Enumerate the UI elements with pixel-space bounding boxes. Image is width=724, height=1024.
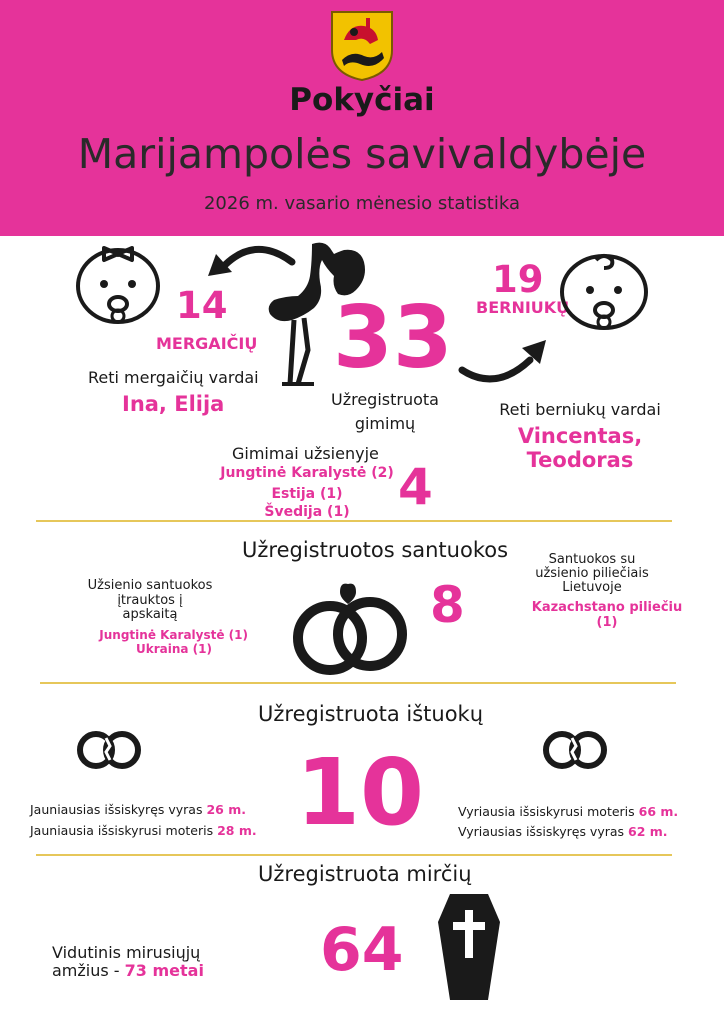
foreign-marriage-item: Jungtinė Karalystė (1): [99, 628, 248, 642]
broken-rings-icon: [74, 728, 144, 772]
oldest-man-value: 62 m.: [628, 824, 668, 839]
marriages-count: 8: [430, 576, 465, 634]
divorces-title: Užregistruota ištuokų: [258, 702, 484, 726]
rare-girls-title: Reti mergaičių vardai: [88, 368, 259, 387]
coat-of-arms-icon: [330, 10, 394, 82]
abroad-total: 4: [398, 458, 433, 516]
citizens-title-2: užsienio piliečiais: [535, 566, 649, 581]
rare-boys-names-1: Vincentas,: [517, 424, 643, 448]
avg-age-label-1: Vidutinis mirusiųjų: [52, 943, 201, 962]
foreign-marriages-title-1: Užsienio santuokos: [87, 578, 213, 593]
baby-boy-icon: [556, 248, 652, 334]
oldest-man: [458, 824, 668, 839]
wedding-rings-icon: [286, 578, 410, 678]
rare-girls-names: Ina, Elija: [122, 392, 225, 416]
boys-count: 19: [492, 258, 544, 301]
births-total-label-1: Užregistruota: [331, 390, 439, 409]
rare-boys-title: Reti berniukų vardai: [499, 400, 661, 419]
coffin-icon: [436, 892, 502, 1002]
citizens-title-1: Santuokos su: [548, 552, 636, 567]
abroad-item: Estija (1): [271, 486, 343, 502]
girls-count: 14: [176, 284, 228, 327]
page-title: Pokyčiai: [289, 82, 435, 118]
youngest-man-label: Jauniausias išsiskyręs vyras: [30, 802, 203, 817]
rare-boys-names-2: Teodoras: [526, 448, 634, 472]
baby-girl-icon: [72, 240, 164, 326]
oldest-woman: [458, 804, 678, 819]
citizens-item: Kazachstano piliečiu (1): [531, 600, 683, 630]
divorces-count: 10: [296, 739, 425, 846]
girls-label: MERGAIČIŲ: [156, 334, 258, 353]
divider: [36, 520, 672, 522]
divider: [40, 682, 676, 684]
oldest-woman-value: 66 m.: [638, 804, 679, 819]
youngest-woman: [30, 823, 257, 838]
curved-arrow-icon: [456, 338, 548, 388]
deaths-count: 64: [320, 915, 404, 985]
foreign-marriages-title-2: įtrauktos į: [117, 593, 183, 608]
youngest-woman-value: 28 m.: [217, 823, 257, 838]
abroad-item: Švedija (1): [264, 504, 350, 520]
foreign-marriage-item: Ukraina (1): [136, 642, 212, 656]
births-total-label-2: gimimų: [354, 414, 416, 433]
avg-age: [52, 962, 204, 980]
oldest-woman-label: Vyriausia išsiskyrusi moteris: [458, 804, 635, 819]
period-label: 2026 m. vasario mėnesio statistika: [203, 193, 521, 214]
abroad-title: Gimimai užsienyje: [232, 444, 379, 463]
page-subtitle: Marijampolės savivaldybėje: [77, 130, 647, 178]
divider: [36, 854, 672, 856]
oldest-man-label: Vyriausias išsiskyręs vyras: [458, 824, 625, 839]
avg-age-label-2: amžius -: [52, 961, 120, 980]
births-total: 33: [333, 288, 453, 388]
marriages-title: Užregistruotos santuokos: [242, 538, 509, 562]
abroad-item: Jungtinė Karalystė (2): [220, 465, 394, 481]
youngest-woman-label: Jauniausia išsiskyrusi moteris: [30, 823, 214, 838]
avg-age-value: 73 metai: [124, 961, 204, 980]
header-banner: [0, 0, 724, 236]
youngest-man-value: 26 m.: [206, 802, 246, 817]
broken-rings-icon: [540, 728, 610, 772]
citizens-title-3: Lietuvoje: [562, 580, 622, 595]
youngest-man: [30, 802, 246, 817]
foreign-marriages-title-3: apskaitą: [122, 607, 178, 622]
boys-label: BERNIUKŲ: [476, 298, 570, 317]
deaths-title: Užregistruota mirčių: [258, 862, 472, 886]
